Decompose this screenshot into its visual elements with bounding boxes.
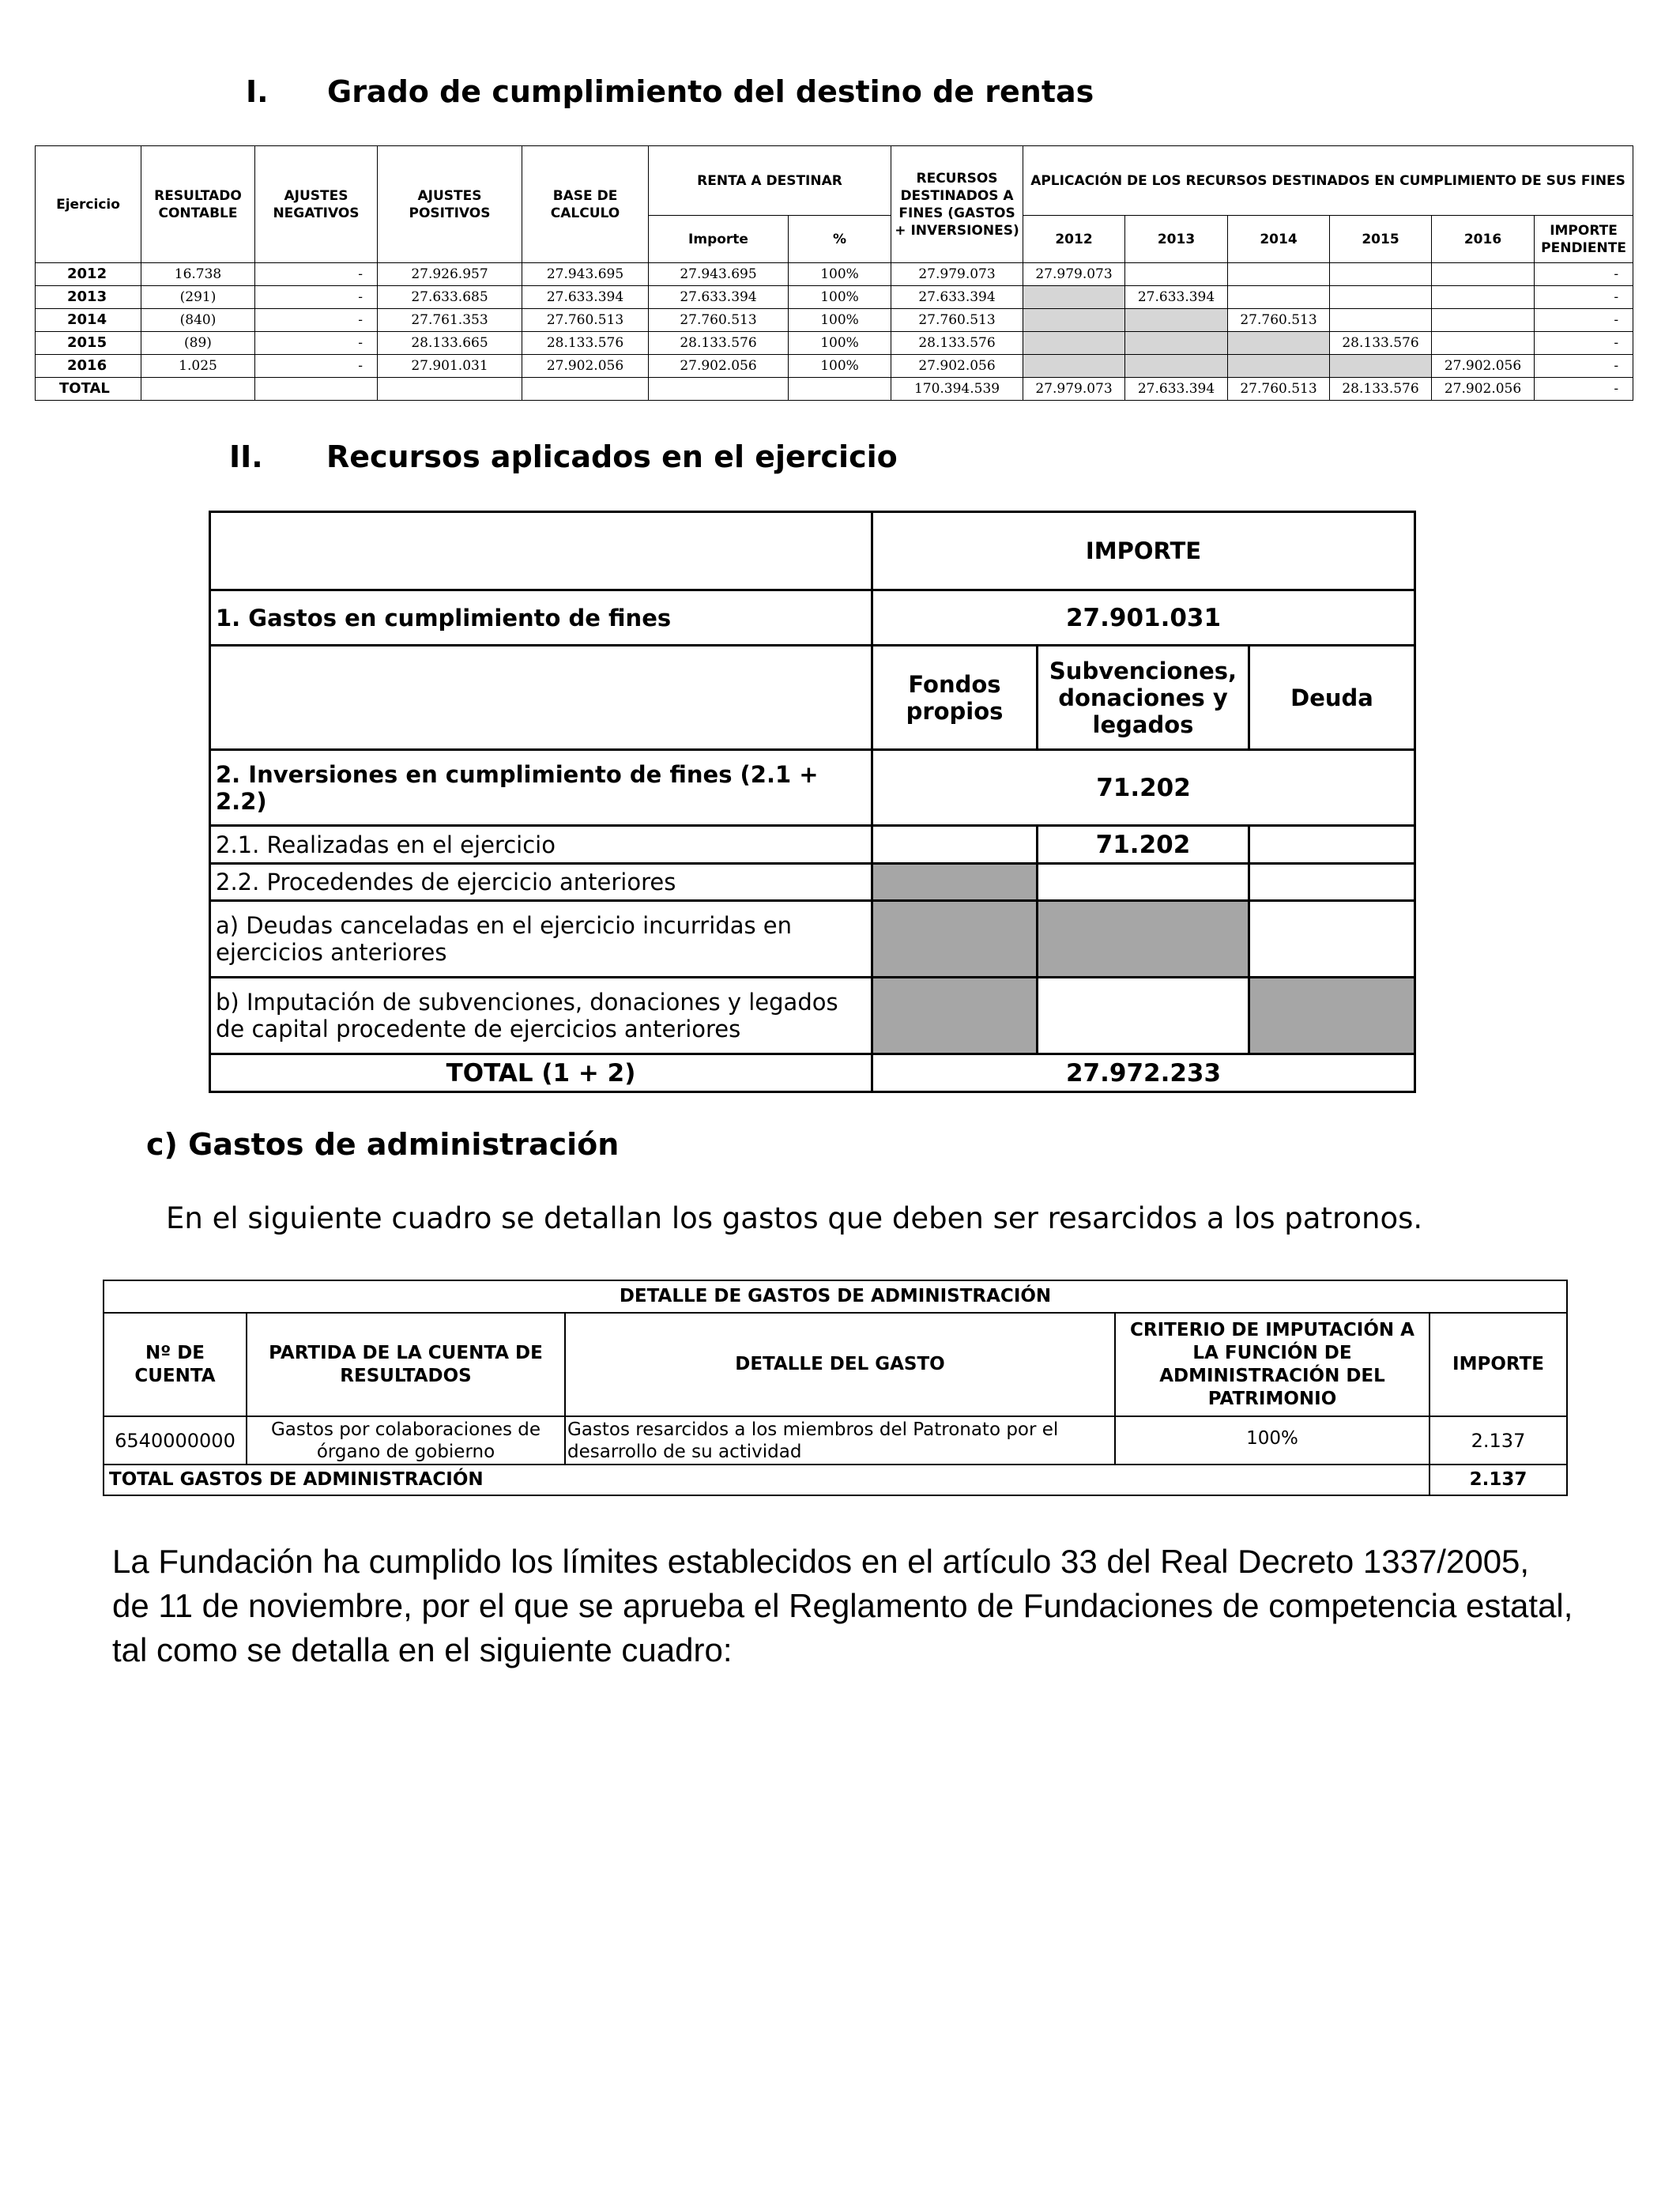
header-importe-pendiente: IMPORTE PENDIENTE xyxy=(1535,216,1633,263)
row-apl-2016 xyxy=(1432,263,1535,286)
row-apl-2016 xyxy=(1432,286,1535,309)
table-row xyxy=(104,1416,1567,1465)
total-apl-2012: 27.979.073 xyxy=(1023,378,1125,401)
row-recursos: 27.902.056 xyxy=(891,355,1023,378)
row-ajustes-positivos: 27.761.353 xyxy=(378,309,522,332)
header-ajustes-negativos: AJUSTES NEGATIVOS xyxy=(255,146,378,263)
row-importe: 27.902.056 xyxy=(649,355,789,378)
total-apl-2014: 27.760.513 xyxy=(1228,378,1330,401)
section-3-intro: En el siguiente cuadro se detallan los gastos que deben ser resarcidos a los patronos. xyxy=(166,1201,1423,1235)
gastos-admin-title: DETALLE DE GASTOS DE ADMINISTRACIÓN xyxy=(104,1280,1567,1313)
header-ejercicio: Ejercicio xyxy=(36,146,141,263)
section-1-heading xyxy=(246,74,1273,114)
table-row xyxy=(36,332,1633,355)
row-year: 2015 xyxy=(36,332,141,355)
row-importe: 27.943.695 xyxy=(649,263,789,286)
table-row xyxy=(36,286,1633,309)
row-criterio: 100% xyxy=(1115,1416,1430,1465)
header-criterio: CRITERIO DE IMPUTACIÓN A LA FUNCIÓN DE ADMINISTRACIÓN DEL PATRIMONIO xyxy=(1115,1313,1430,1416)
imputacion-subvenciones xyxy=(1038,978,1249,1054)
row-resultado: (291) xyxy=(141,286,255,309)
row-year: 2014 xyxy=(36,309,141,332)
row-apl-2012 xyxy=(1023,355,1125,378)
procedentes-subvenciones xyxy=(1038,864,1249,901)
row-recursos: 27.760.513 xyxy=(891,309,1023,332)
row-apl-2016: 27.902.056 xyxy=(1432,355,1535,378)
row-importe: 27.760.513 xyxy=(649,309,789,332)
row-pendiente: - xyxy=(1535,355,1633,378)
row-recursos: 27.979.073 xyxy=(891,263,1023,286)
realizadas-label: 2.1. Realizadas en el ejercicio xyxy=(210,826,872,864)
row-importe: 28.133.576 xyxy=(649,332,789,355)
header-porcentaje: % xyxy=(789,216,891,263)
total-pct xyxy=(789,378,891,401)
inversiones-value: 71.202 xyxy=(872,750,1415,826)
row-apl-2013 xyxy=(1125,355,1228,378)
gastos-label: 1. Gastos en cumplimiento de fines xyxy=(210,590,872,646)
row-pendiente: - xyxy=(1535,332,1633,355)
header-aplicacion: APLICACIÓN DE LOS RECURSOS DESTINADOS EN CUMPLIMIENTO DE SUS FINES xyxy=(1023,146,1633,216)
deudas-fondos xyxy=(872,901,1038,978)
header-year-2015: 2015 xyxy=(1330,216,1432,263)
fondos-propios-header: Fondos propios xyxy=(872,646,1038,750)
row-ajustes-positivos: 27.901.031 xyxy=(378,355,522,378)
row-apl-2015 xyxy=(1330,263,1432,286)
header-year-2014: 2014 xyxy=(1228,216,1330,263)
row-apl-2014 xyxy=(1228,355,1330,378)
importe-header: IMPORTE xyxy=(872,512,1415,590)
total-ajustes-negativos xyxy=(255,378,378,401)
empty-header-cell xyxy=(210,512,872,590)
procedentes-label: 2.2. Procedendes de ejercicio anteriores xyxy=(210,864,872,901)
row-apl-2015: 28.133.576 xyxy=(1330,332,1432,355)
total-apl-2013: 27.633.394 xyxy=(1125,378,1228,401)
total-importe xyxy=(649,378,789,401)
header-importe: IMPORTE xyxy=(1430,1313,1567,1416)
row-recursos: 28.133.576 xyxy=(891,332,1023,355)
realizadas-fondos xyxy=(872,826,1038,864)
row-detalle: Gastos resarcidos a los miembros del Patronato por el desarrollo de su actividad xyxy=(565,1416,1115,1465)
closing-line-3: tal como se detalla en el siguiente cuadro: xyxy=(112,1631,733,1668)
inversiones-label: 2. Inversiones en cumplimiento de fines (2.1 + 2.2) xyxy=(210,750,872,826)
total-resultado xyxy=(141,378,255,401)
header-detalle: DETALLE DEL GASTO xyxy=(565,1313,1115,1416)
header-year-2016: 2016 xyxy=(1432,216,1535,263)
row-apl-2012 xyxy=(1023,332,1125,355)
closing-line-1: La Fundación ha cumplido los límites establecidos en el artículo 33 del Real Decreto 1337/2005, xyxy=(112,1543,1530,1580)
total-label: TOTAL xyxy=(36,378,141,401)
header-resultado-contable: RESULTADO CONTABLE xyxy=(141,146,255,263)
row-apl-2016 xyxy=(1432,332,1535,355)
row-year: 2016 xyxy=(36,355,141,378)
section-2-title: Recursos aplicados en el ejercicio xyxy=(326,439,898,474)
row-pendiente: - xyxy=(1535,286,1633,309)
row-recursos: 27.633.394 xyxy=(891,286,1023,309)
gastos-value: 27.901.031 xyxy=(872,590,1415,646)
row-apl-2014 xyxy=(1228,332,1330,355)
row-base: 27.760.513 xyxy=(522,309,649,332)
row-resultado: 16.738 xyxy=(141,263,255,286)
row-ajustes-positivos: 27.633.685 xyxy=(378,286,522,309)
table-row xyxy=(36,309,1633,332)
table-row xyxy=(36,355,1633,378)
total-1-2-value: 27.972.233 xyxy=(872,1054,1415,1092)
row-apl-2015 xyxy=(1330,309,1432,332)
row-apl-2013 xyxy=(1125,309,1228,332)
section-2-heading xyxy=(229,439,1256,479)
section-1-number: I. xyxy=(246,74,269,109)
row-apl-2013 xyxy=(1125,332,1228,355)
row-apl-2012 xyxy=(1023,286,1125,309)
row-importe: 27.633.394 xyxy=(649,286,789,309)
header-year-2012: 2012 xyxy=(1023,216,1125,263)
row-pct: 100% xyxy=(789,332,891,355)
header-renta-destinar: RENTA A DESTINAR xyxy=(649,146,891,216)
table-row xyxy=(36,263,1633,286)
destino-rentas-table xyxy=(35,145,1633,401)
row-ajustes-positivos: 27.926.957 xyxy=(378,263,522,286)
imputacion-label: b) Imputación de subvenciones, donaciones y legados de capital procedente de ejercicios anteriores xyxy=(210,978,872,1054)
row-base: 27.943.695 xyxy=(522,263,649,286)
closing-paragraph xyxy=(112,1540,1661,1672)
header-cuenta: Nº DE CUENTA xyxy=(104,1313,247,1416)
header-base-calculo: BASE DE CALCULO xyxy=(522,146,649,263)
row-resultado: (89) xyxy=(141,332,255,355)
recursos-aplicados-table xyxy=(209,511,1416,1093)
gastos-administracion-table xyxy=(103,1280,1568,1496)
section-2-number: II. xyxy=(229,439,263,474)
table-total-row xyxy=(36,378,1633,401)
row-pct: 100% xyxy=(789,286,891,309)
row-pct: 100% xyxy=(789,355,891,378)
row-resultado: 1.025 xyxy=(141,355,255,378)
row-ajustes-negativos: - xyxy=(255,309,378,332)
row-apl-2015 xyxy=(1330,355,1432,378)
total-base xyxy=(522,378,649,401)
row-importe: 2.137 xyxy=(1430,1416,1567,1465)
row-base: 27.902.056 xyxy=(522,355,649,378)
row-apl-2014: 27.760.513 xyxy=(1228,309,1330,332)
imputacion-fondos xyxy=(872,978,1038,1054)
total-gastos-admin-label: TOTAL GASTOS DE ADMINISTRACIÓN xyxy=(104,1465,1430,1495)
row-apl-2016 xyxy=(1432,309,1535,332)
row-ajustes-negativos: - xyxy=(255,263,378,286)
deudas-subvenciones xyxy=(1038,901,1249,978)
procedentes-fondos xyxy=(872,864,1038,901)
row-partida: Gastos por colaboraciones de órgano de gobierno xyxy=(247,1416,565,1465)
row-base: 27.633.394 xyxy=(522,286,649,309)
row-cuenta: 6540000000 xyxy=(104,1416,247,1465)
deuda-header: Deuda xyxy=(1249,646,1415,750)
section-1-title: Grado de cumplimiento del destino de rentas xyxy=(327,74,1094,109)
empty-subheader-cell xyxy=(210,646,872,750)
subvenciones-header: Subvenciones, donaciones y legados xyxy=(1038,646,1249,750)
row-apl-2012: 27.979.073 xyxy=(1023,263,1125,286)
row-apl-2015 xyxy=(1330,286,1432,309)
row-base: 28.133.576 xyxy=(522,332,649,355)
total-gastos-admin-value: 2.137 xyxy=(1430,1465,1567,1495)
row-apl-2014 xyxy=(1228,286,1330,309)
total-1-2-label: TOTAL (1 + 2) xyxy=(210,1054,872,1092)
row-pendiente: - xyxy=(1535,309,1633,332)
realizadas-value: 71.202 xyxy=(1038,826,1249,864)
row-resultado: (840) xyxy=(141,309,255,332)
imputacion-deuda xyxy=(1249,978,1415,1054)
deudas-deuda xyxy=(1249,901,1415,978)
total-pendiente: - xyxy=(1535,378,1633,401)
total-recursos: 170.394.539 xyxy=(891,378,1023,401)
row-year: 2013 xyxy=(36,286,141,309)
procedentes-deuda xyxy=(1249,864,1415,901)
header-ajustes-positivos: AJUSTES POSITIVOS xyxy=(378,146,522,263)
total-ajustes-positivos xyxy=(378,378,522,401)
realizadas-deuda xyxy=(1249,826,1415,864)
row-pct: 100% xyxy=(789,263,891,286)
row-pendiente: - xyxy=(1535,263,1633,286)
header-partida: PARTIDA DE LA CUENTA DE RESULTADOS xyxy=(247,1313,565,1416)
section-3-heading: c) Gastos de administración xyxy=(146,1127,620,1162)
row-apl-2013: 27.633.394 xyxy=(1125,286,1228,309)
row-ajustes-negativos: - xyxy=(255,332,378,355)
header-importe: Importe xyxy=(649,216,789,263)
total-apl-2015: 28.133.576 xyxy=(1330,378,1432,401)
row-apl-2012 xyxy=(1023,309,1125,332)
total-apl-2016: 27.902.056 xyxy=(1432,378,1535,401)
header-year-2013: 2013 xyxy=(1125,216,1228,263)
row-apl-2013 xyxy=(1125,263,1228,286)
header-recursos-destinados: RECURSOS DESTINADOS A FINES (GASTOS + INVERSIONES) xyxy=(891,146,1023,263)
row-ajustes-negativos: - xyxy=(255,355,378,378)
deudas-canceladas-label: a) Deudas canceladas en el ejercicio incurridas en ejercicios anteriores xyxy=(210,901,872,978)
row-pct: 100% xyxy=(789,309,891,332)
row-ajustes-negativos: - xyxy=(255,286,378,309)
row-ajustes-positivos: 28.133.665 xyxy=(378,332,522,355)
row-year: 2012 xyxy=(36,263,141,286)
row-apl-2014 xyxy=(1228,263,1330,286)
closing-line-2: de 11 de noviembre, por el que se aprueba el Reglamento de Fundaciones de competencia estatal, xyxy=(112,1587,1573,1624)
